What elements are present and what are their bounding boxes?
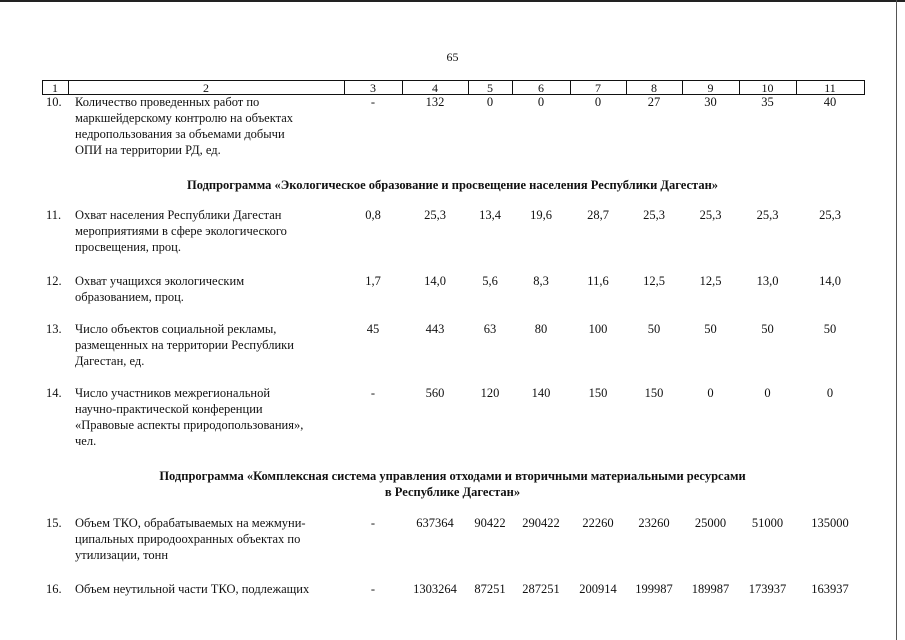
indicator-name-line: ОПИ на территории РД, ед. [75,143,221,157]
indicator-name [75,94,340,158]
value-cell: 12,5 [643,274,665,288]
row-index: 16. [46,582,62,596]
value-cell: 14,0 [424,274,446,288]
indicator-name-line: «Правовые аспекты природопользования», [75,418,304,432]
indicator-name-line: Объем неутильной части ТКО, подлежащих [75,582,310,596]
value-cell: 25,3 [643,208,665,222]
value-cell: 173937 [748,582,787,596]
value-cell: 0 [764,386,771,400]
value-cell: 135000 [811,516,849,530]
value-cell: 50 [761,322,774,336]
indicator-name [75,581,340,597]
value-cell: 50 [647,322,661,336]
value-cell: 140 [531,386,551,400]
value-cell: 30 [704,95,717,109]
value-cell: 163937 [811,582,849,596]
value-cell: 25,3 [819,208,841,222]
value-cell: 0,8 [365,208,381,222]
value-cell: 14,0 [819,274,841,288]
value-cell: 1303264 [413,582,457,596]
column-number: 7 [595,81,601,95]
value-cell: 200914 [579,582,617,596]
value-cell: 132 [425,95,445,109]
page-right-edge [896,0,897,640]
indicator-name-line: Число объектов социальной рекламы, [75,322,277,336]
indicator-name-line: недропользования за объемами добычи [75,127,285,141]
value-cell: 12,5 [699,274,722,288]
value-cell: 87251 [474,582,506,596]
indicator-name-line: просвещения, проц. [75,240,181,254]
indicator-name-line: размещенных на территории Республики [75,338,294,352]
indicator-name-line: ципальных природоохранных объектах по [75,532,301,546]
indicator-name-line: научно-практической конференции [75,402,263,416]
indicator-name [75,207,340,255]
value-cell: 5,6 [482,274,498,288]
indicator-name-line: маркшейдерскому контролю на объектах [75,111,294,125]
row-index: 10. [46,95,62,109]
indicator-name-line: Охват учащихся экологическим [75,274,245,288]
value-cell: 199987 [635,582,673,596]
indicator-name [75,515,340,563]
indicator-name-line: Количество проведенных работ по [75,95,260,109]
indicator-name-line: мероприятиями в сфере экологического [75,224,287,238]
value-cell: 11,6 [587,274,609,288]
page-top-edge [0,0,905,2]
value-cell: - [370,95,376,109]
column-number-header [42,80,865,95]
value-cell: 13,4 [479,208,501,222]
value-cell: 287251 [522,582,560,596]
section-title [0,177,905,193]
row-index: 13. [46,322,62,336]
value-cell: 25,3 [756,208,779,222]
value-cell: 0 [537,95,545,109]
indicator-name [75,385,340,449]
value-cell: 0 [594,95,602,109]
value-cell: 25,3 [699,208,722,222]
value-cell: 189987 [691,582,730,596]
value-cell: 150 [588,386,608,400]
value-cell: 150 [644,386,664,400]
value-cell: 100 [588,322,608,336]
column-number: 1 [52,81,58,95]
value-cell: 51000 [751,516,784,530]
value-cell: - [370,516,376,530]
section-title [0,468,905,500]
indicator-name [75,273,340,305]
value-cell: 0 [486,95,494,109]
column-divider [864,80,865,95]
value-cell: 8,3 [533,274,549,288]
value-cell: 443 [425,322,445,336]
indicator-name [75,321,340,369]
value-cell: 27 [647,95,661,109]
value-cell: 35 [761,95,774,109]
value-cell: 19,6 [530,208,552,222]
section-title-line: Подпрограмма «Экологическое образование и просвещение населения Республики Дагестан» [186,178,719,192]
value-cell: 560 [425,386,445,400]
column-number: 10 [761,81,774,95]
row-index: 12. [46,274,62,288]
value-cell: 25,3 [424,208,446,222]
value-cell: 90422 [474,516,506,530]
column-number: 6 [538,81,544,95]
row-index: 11. [46,208,62,222]
value-cell: - [370,582,376,596]
column-number: 9 [707,81,714,95]
value-cell: 23260 [638,516,670,530]
indicator-name-line: утилизации, тонн [75,548,169,562]
value-cell: 0 [707,386,714,400]
value-cell: 120 [480,386,500,400]
indicator-name-line: Объем ТКО, обрабатываемых на межмуни- [75,516,306,530]
column-number: 5 [487,81,493,95]
value-cell: 22260 [582,516,614,530]
section-title-line: Подпрограмма «Комплексная система управления отходами и вторичными материальными ресурсами [159,469,746,483]
value-cell: 637364 [416,516,454,530]
column-number: 8 [651,81,657,95]
indicator-name-line: образованием, проц. [75,290,184,304]
value-cell: 290422 [522,516,560,530]
value-cell: - [370,386,376,400]
value-cell: 40 [823,95,837,109]
value-cell: 1,7 [365,274,381,288]
value-cell: 45 [366,322,380,336]
value-cell: 50 [823,322,837,336]
value-cell: 25000 [694,516,727,530]
indicator-name-line: Число участников межрегиональной [75,386,271,400]
column-number: 11 [824,81,836,95]
column-number: 3 [370,81,376,95]
value-cell: 0 [826,386,834,400]
value-cell: 28,7 [587,208,609,222]
value-cell: 13,0 [756,274,779,288]
indicator-name-line: Дагестан, ед. [75,354,145,368]
row-index: 14. [46,386,62,400]
value-cell: 63 [483,322,497,336]
indicator-name-line: Охват населения Республики Дагестан [75,208,282,222]
section-title-line: в Республике Дагестан» [384,485,521,499]
page-number: 65 [446,50,459,64]
row-index: 15. [46,516,62,530]
column-number: 4 [432,81,438,95]
column-number: 2 [203,81,209,95]
indicator-name-line: чел. [75,434,97,448]
value-cell: 80 [534,322,548,336]
value-cell: 50 [704,322,717,336]
